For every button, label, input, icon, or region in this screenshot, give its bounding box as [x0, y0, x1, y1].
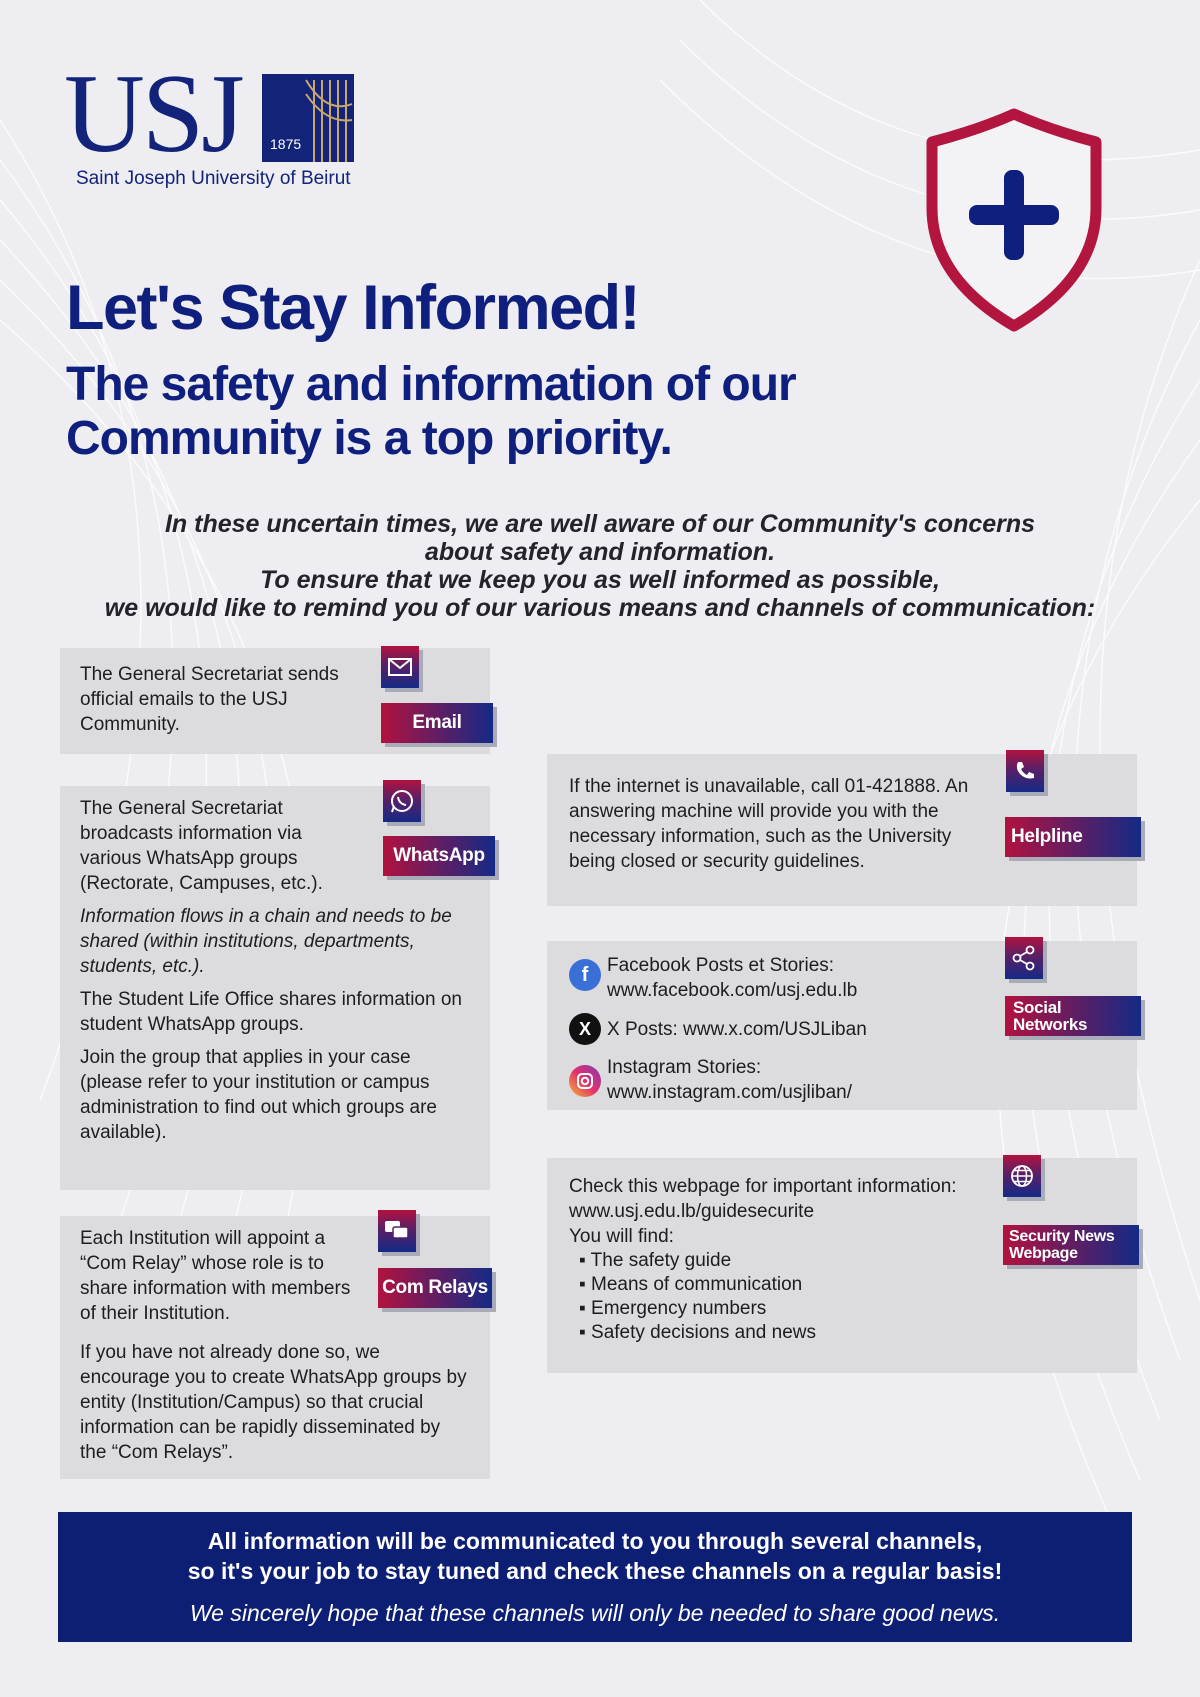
- phone-icon: [1006, 750, 1044, 792]
- helpline-tag: Helpline: [1005, 817, 1141, 857]
- shield-plus-icon: [918, 108, 1110, 334]
- email-card-text: The General Secretariat sends official emails to the USJ Community.: [80, 664, 339, 735]
- subtitle-line-1: The safety and information of our: [66, 358, 796, 411]
- email-tag: Email: [381, 703, 493, 743]
- social-networks-tag-line-1: Social: [1013, 998, 1062, 1017]
- x-text[interactable]: X Posts: www.x.com/USJLiban: [607, 1018, 867, 1040]
- list-item: ▪ Safety decisions and news: [579, 1322, 816, 1343]
- social-networks-tag-line-2: Networks: [1013, 1015, 1088, 1034]
- instagram-icon: [569, 1065, 601, 1097]
- page-subtitle: [66, 358, 886, 466]
- instagram-label: Instagram Stories:: [607, 1057, 762, 1078]
- instagram-row: [569, 1055, 1115, 1105]
- security-news-item-1: The safety guide: [590, 1250, 732, 1271]
- security-news-line-1: Check this webpage for important information:: [569, 1176, 957, 1197]
- com-relays-card: [60, 1216, 490, 1479]
- usj-wordmark: USJ: [64, 52, 242, 176]
- intro-line-3: To ensure that we keep you as well informed as possible,: [260, 566, 940, 594]
- list-item: ▪ Means of communication: [579, 1274, 803, 1295]
- whatsapp-icon: [383, 780, 421, 822]
- list-item: ▪ Emergency numbers: [579, 1298, 767, 1319]
- footer-banner: [58, 1512, 1132, 1642]
- footer-line-2: so it's your job to stay tuned and check these channels on a regular basis!: [187, 1558, 1003, 1584]
- security-news-item-2: Means of communication: [591, 1274, 803, 1295]
- facebook-url[interactable]: www.facebook.com/usj.edu.lb: [607, 980, 858, 1001]
- intro-line-1: In these uncertain times, we are well aware of our Community's concerns: [164, 510, 1036, 538]
- whatsapp-tag: WhatsApp: [383, 836, 495, 876]
- intro-text: [60, 510, 1140, 622]
- com-relays-p2: If you have not already done so, we encourage you to create WhatsApp groups by entity (Institution/Campus) so that crucial information can be rapidly disseminated by the “Com Relays”.: [80, 1342, 467, 1463]
- intro-line-4: we would like to remind you of our various means and channels of communication:: [104, 594, 1096, 622]
- whatsapp-p1: The General Secretariat broadcasts information via various WhatsApp groups (Rectorate, Campuses, etc.).: [80, 798, 323, 894]
- security-news-card: [547, 1158, 1137, 1373]
- chat-bubbles-icon: [378, 1210, 416, 1252]
- security-news-find: You will find:: [569, 1226, 674, 1247]
- logo-subtitle: Saint Joseph University of Beirut: [76, 168, 351, 189]
- facebook-icon: f: [569, 959, 601, 991]
- logo-year: 1875: [270, 136, 302, 152]
- security-news-item-4: Safety decisions and news: [591, 1322, 816, 1343]
- security-news-tag-line-1: Security News: [1009, 1228, 1115, 1245]
- security-news-item-3: Emergency numbers: [591, 1298, 767, 1319]
- share-icon: [1005, 937, 1043, 979]
- com-relays-tag: Com Relays: [378, 1268, 492, 1308]
- globe-icon: [1003, 1155, 1041, 1197]
- whatsapp-p3: The Student Life Office shares information on student WhatsApp groups.: [80, 989, 462, 1035]
- whatsapp-p2: Information flows in a chain and needs to be shared (within institutions, departments, students, etc.).: [80, 906, 452, 977]
- envelope-icon: [381, 646, 419, 688]
- com-relays-p1: Each Institution will appoint a “Com Relay” whose role is to share information with members of their Institution.: [80, 1228, 351, 1324]
- list-item: ▪ The safety guide: [579, 1250, 732, 1271]
- security-news-tag-line-2: Webpage: [1009, 1245, 1078, 1262]
- page-title: Let's Stay Informed!: [66, 273, 640, 343]
- helpline-text: If the internet is unavailable, call 01-421888. An answering machine will provide you with the necessary information, such as the University being closed or security guidelines.: [569, 776, 969, 872]
- subtitle-line-2: Community is a top priority.: [66, 412, 672, 465]
- x-icon: X: [569, 1013, 601, 1045]
- facebook-label: Facebook Posts et Stories:: [607, 955, 835, 976]
- social-networks-tag: [1005, 996, 1141, 1036]
- whatsapp-p4: Join the group that applies in your case (please refer to your institution or campus administration to find out which groups are available).: [80, 1047, 437, 1143]
- security-news-tag: [1003, 1225, 1139, 1265]
- footer-line-1: All information will be communicated to you through several channels,: [207, 1528, 983, 1554]
- security-news-url[interactable]: www.usj.edu.lb/guidesecurite: [569, 1201, 815, 1222]
- intro-line-2: about safety and information.: [424, 538, 776, 566]
- instagram-url[interactable]: www.instagram.com/usjliban/: [607, 1082, 852, 1103]
- footer-line-3: We sincerely hope that these channels will only be needed to share good news.: [189, 1600, 1001, 1626]
